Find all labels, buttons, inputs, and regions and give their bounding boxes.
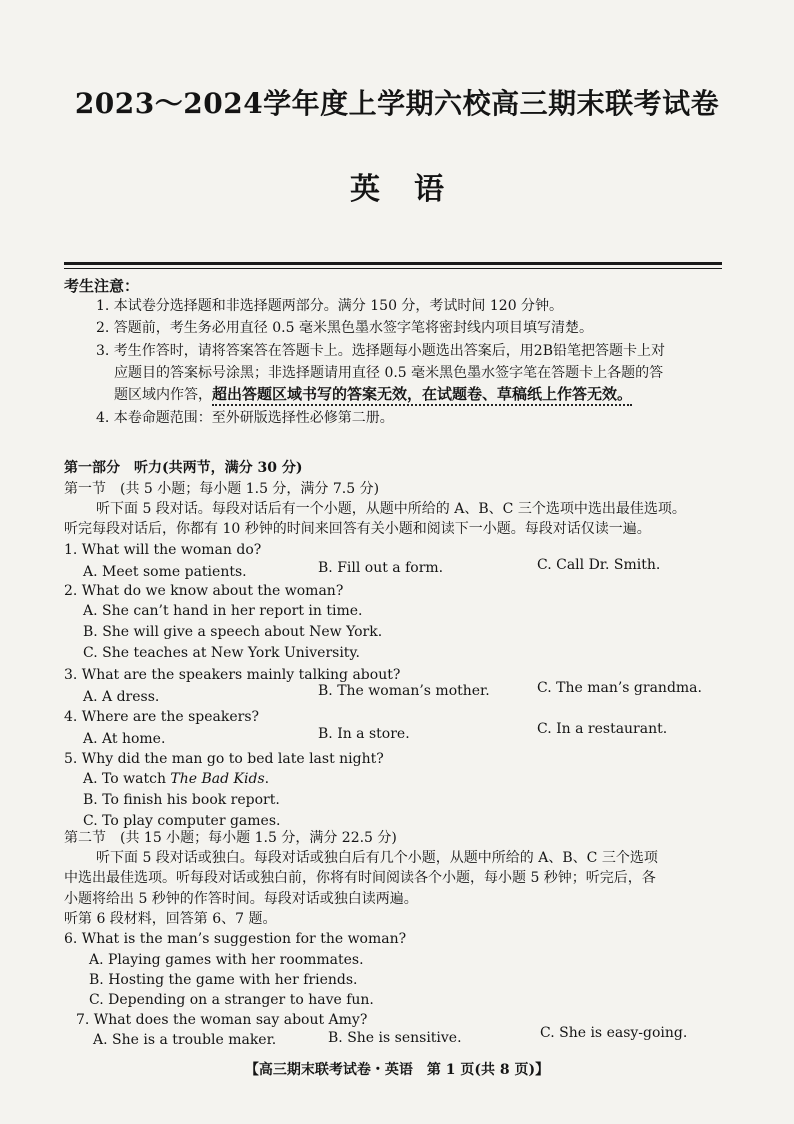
page-footer: 【高三期末联考试卷・英语 第 1 页(共 8 页)】 (244, 1062, 550, 1078)
question-5-option-a-text: A. To watch (83, 771, 171, 787)
question-5-option-b: B. To finish his book report. (83, 792, 280, 808)
question-3-option-a: A. A dress. (83, 689, 160, 705)
question-1-option-c: C. Call Dr. Smith. (537, 557, 661, 573)
part1-title: 第一部分 听力(共两节，满分 30 分) (64, 460, 303, 476)
question-5-option-a (83, 770, 269, 788)
question-7-option-a: A. She is a trouble maker. (93, 1032, 277, 1048)
section2-instruction-3: 小题将给出 5 秒钟的作答时间。每段对话或独白读两遍。 (64, 891, 418, 907)
question-3-stem: 3. What are the speakers mainly talking about? (64, 667, 401, 683)
section2-title: 第二节 (共 15 小题；每小题 1.5 分，满分 22.5 分) (64, 830, 397, 846)
question-7-option-b: B. She is sensitive. (328, 1030, 462, 1046)
section1-instruction-2: 听完每段对话后，你都有 10 秒钟的时间来回答有关小题和阅读下一小题。每段对话仅读一遍。 (64, 521, 651, 537)
header-rule-thin (64, 268, 722, 269)
question-2-stem: 2. What do we know about the woman? (64, 583, 344, 599)
section1-title: 第一节 (共 5 小题；每小题 1.5 分，满分 7.5 分) (64, 481, 380, 497)
question-6-option-c: C. Depending on a stranger to have fun. (89, 992, 374, 1008)
notice-heading: 考生注意： (64, 277, 140, 295)
notice-item-3-line-3 (114, 385, 632, 404)
notice-item-3-line-1: 3. 考生作答时，请将答案答在答题卡上。选择题每小题选出答案后，用2B铅笔把答题卡上对 (96, 343, 666, 359)
exam-title: 2023～2024学年度上学期六校高三期末联考试卷 (74, 87, 720, 120)
question-1-option-b: B. Fill out a form. (318, 560, 444, 576)
question-4-option-a: A. At home. (83, 731, 166, 747)
header-rule-thick (64, 262, 722, 265)
question-5-option-a-punct: . (264, 771, 270, 787)
notice-item-2: 2. 答题前，考生务必用直径 0.5 毫米黑色墨水签字笔将密封线内项目填写清楚。 (96, 320, 593, 336)
question-4-option-b: B. In a store. (318, 726, 410, 742)
question-6-stem: 6. What is the man’s suggestion for the woman? (64, 931, 407, 947)
notice-item-4: 4. 本卷命题范围：至外研版选择性必修第二册。 (96, 410, 394, 426)
notice-emphasis: 超出答题区域书写的答案无效，在试题卷、草稿纸上作答无效。 (212, 385, 632, 406)
section2-instruction-2: 中选出最佳选项。听每段对话或独白前，你将有时间阅读各个小题，每小题 5 秒钟；听完后，各 (64, 870, 656, 886)
question-7-option-c: C. She is easy-going. (540, 1025, 688, 1041)
question-3-option-c: C. The man’s grandma. (537, 680, 702, 696)
question-2-option-b: B. She will give a speech about New York. (83, 624, 383, 640)
question-7-stem: 7. What does the woman say about Amy? (76, 1012, 368, 1028)
question-2-option-c: C. She teaches at New York University. (83, 645, 360, 661)
section1-instruction-1: 听下面 5 段对话。每段对话后有一个小题，从题中所给的 A、B、C 三个选项中选出最佳选项。 (96, 501, 686, 517)
question-2-option-a: A. She can’t hand in her report in time. (83, 603, 363, 619)
question-4-option-c: C. In a restaurant. (537, 721, 668, 737)
question-6-option-a: A. Playing games with her roommates. (89, 952, 364, 968)
question-5-option-a-title: The Bad Kids (170, 771, 265, 787)
subject-title: 英语 (350, 172, 478, 207)
question-4-stem: 4. Where are the speakers? (64, 709, 260, 725)
question-6-option-b: B. Hosting the game with her friends. (89, 972, 358, 988)
question-3-option-b: B. The woman’s mother. (318, 683, 490, 699)
material-6-instruction: 听第 6 段材料，回答第 6、7 题。 (64, 911, 277, 927)
notice-item-3-text: 题区域内作答， (114, 387, 212, 403)
notice-item-1: 1. 本试卷分选择题和非选择题两部分。满分 150 分，考试时间 120 分钟。 (96, 298, 564, 314)
question-1-option-a: A. Meet some patients. (83, 564, 247, 580)
question-1-stem: 1. What will the woman do? (64, 542, 262, 558)
question-5-stem: 5. Why did the man go to bed late last night? (64, 751, 384, 767)
notice-item-3-line-2: 应题目的答案标号涂黑；非选择题请用直径 0.5 毫米黑色墨水签字笔在答题卡上各题的答 (114, 365, 664, 381)
question-5-option-c: C. To play computer games. (83, 813, 281, 829)
section2-instruction-1: 听下面 5 段对话或独白。每段对话或独白后有几个小题，从题中所给的 A、B、C 三个选项 (96, 850, 658, 866)
